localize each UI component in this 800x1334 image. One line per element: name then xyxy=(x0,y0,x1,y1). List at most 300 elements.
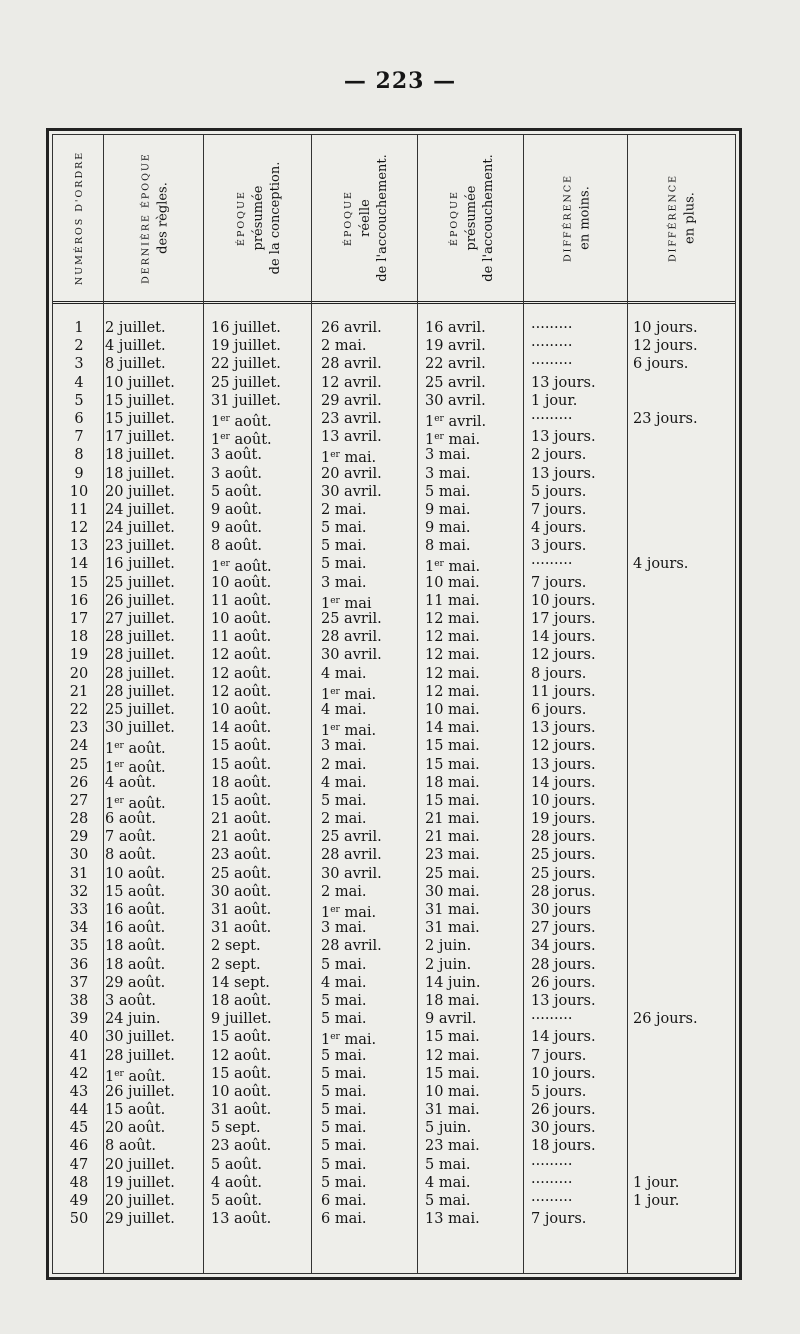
presumed-conception-date: 31 juillet. xyxy=(211,392,281,409)
difference-less: 10 jours. xyxy=(531,792,596,809)
table-row xyxy=(53,974,735,992)
presumed-delivery-date: 1er mai. xyxy=(425,432,481,449)
presumed-delivery-date: 25 mai. xyxy=(425,865,480,882)
actual-delivery-date: 2 mai. xyxy=(321,338,367,355)
table-row xyxy=(53,901,735,919)
presumed-conception-date: 5 août. xyxy=(211,1156,262,1173)
difference-less: 30 jours. xyxy=(531,1120,596,1137)
actual-delivery-date: 5 mai. xyxy=(321,1065,367,1082)
table-row xyxy=(53,756,735,774)
row-number: 47 xyxy=(69,1156,89,1173)
row-number: 39 xyxy=(69,1011,89,1028)
difference-less: 13 jours. xyxy=(531,374,596,391)
last-period-date: 15 août. xyxy=(105,1102,166,1119)
actual-delivery-date: 13 avril. xyxy=(321,429,382,446)
presumed-delivery-date: 3 mai. xyxy=(425,465,471,482)
presumed-conception-date: 4 août. xyxy=(211,1174,262,1191)
presumed-conception-date: 10 août. xyxy=(211,1083,272,1100)
presumed-conception-date: 13 août. xyxy=(211,1211,272,1228)
presumed-delivery-date: 12 mai. xyxy=(425,683,480,700)
difference-less: 6 jours. xyxy=(531,701,587,718)
difference-less: 7 jours. xyxy=(531,1211,587,1228)
row-number: 3 xyxy=(74,356,84,373)
presumed-delivery-date: 2 juin. xyxy=(425,938,472,955)
table-row xyxy=(53,828,735,846)
last-period-date: 1er août. xyxy=(105,741,166,758)
actual-delivery-date: 2 mai. xyxy=(321,811,367,828)
presumed-conception-date: 9 août. xyxy=(211,520,262,537)
difference-less: ········· xyxy=(531,1156,573,1173)
difference-less: ········· xyxy=(531,338,573,355)
difference-less: 13 jours. xyxy=(531,465,596,482)
table-row xyxy=(53,846,735,864)
presumed-conception-date: 15 août. xyxy=(211,756,272,773)
difference-less: 14 jours. xyxy=(531,774,596,791)
difference-less: 1 jour. xyxy=(531,392,578,409)
row-number: 11 xyxy=(69,501,89,518)
difference-less: 12 jours. xyxy=(531,738,596,755)
difference-less: 18 jours. xyxy=(531,1138,596,1155)
table-row xyxy=(53,1010,735,1028)
last-period-date: 30 juillet. xyxy=(105,720,175,737)
difference-less: 30 jours xyxy=(531,902,591,918)
table-header xyxy=(53,135,735,304)
difference-less: ········· xyxy=(531,1011,573,1028)
actual-delivery-date: 3 mai. xyxy=(321,738,367,755)
presumed-delivery-date: 25 avril. xyxy=(425,374,486,391)
table-row xyxy=(53,1065,735,1083)
column-header-title: DERNIÈRE ÉPOQUE xyxy=(140,152,152,284)
difference-less: 27 jours. xyxy=(531,920,596,937)
actual-delivery-date: 2 mai. xyxy=(321,883,367,900)
actual-delivery-date: 26 avril. xyxy=(321,320,382,336)
last-period-date: 25 juillet. xyxy=(105,701,175,718)
actual-delivery-date: 2 mai. xyxy=(321,501,367,518)
last-period-date: 15 juillet. xyxy=(105,392,175,409)
difference-less: 26 jours. xyxy=(531,1102,596,1119)
difference-less: 25 jours. xyxy=(531,847,596,864)
presumed-delivery-date: 12 mai. xyxy=(425,611,480,627)
presumed-delivery-date: 14 juin. xyxy=(425,974,481,991)
column-header xyxy=(311,135,417,301)
last-period-date: 29 août. xyxy=(105,974,166,991)
row-number: 22 xyxy=(69,701,89,718)
table-row xyxy=(53,810,735,828)
row-number: 33 xyxy=(69,902,89,918)
presumed-delivery-date: 22 avril. xyxy=(425,356,486,373)
presumed-delivery-date: 10 mai. xyxy=(425,574,480,591)
actual-delivery-date: 5 mai. xyxy=(321,992,367,1009)
actual-delivery-date: 20 avril. xyxy=(321,465,382,482)
row-number: 38 xyxy=(69,992,89,1009)
presumed-delivery-date: 10 mai. xyxy=(425,701,480,718)
actual-delivery-date: 6 mai. xyxy=(321,1211,367,1228)
table-row xyxy=(53,574,735,592)
row-number: 49 xyxy=(69,1193,89,1209)
row-number: 16 xyxy=(69,592,89,609)
presumed-delivery-date: 2 juin. xyxy=(425,956,472,973)
difference-less: 7 jours. xyxy=(531,501,587,518)
row-number: 4 xyxy=(74,374,84,391)
difference-less: ········· xyxy=(531,1174,573,1191)
table-row xyxy=(53,483,735,501)
table-row xyxy=(53,719,735,740)
presumed-delivery-date: 10 mai. xyxy=(425,1083,480,1100)
presumed-conception-date: 31 août. xyxy=(211,902,272,918)
column-header-title: ÉPOQUE xyxy=(449,190,460,246)
presumed-delivery-date: 14 mai. xyxy=(425,720,480,737)
presumed-delivery-date: 1er mai. xyxy=(425,559,481,576)
row-number: 21 xyxy=(69,683,89,700)
presumed-conception-date: 15 août. xyxy=(211,792,272,809)
difference-more: 26 jours. xyxy=(633,1011,698,1028)
last-period-date: 20 juillet. xyxy=(105,483,175,500)
table-row xyxy=(53,610,735,628)
presumed-delivery-date: 9 avril. xyxy=(425,1011,477,1028)
presumed-conception-date: 8 août. xyxy=(211,538,262,555)
actual-delivery-date: 4 mai. xyxy=(321,701,367,718)
presumed-conception-date: 25 août. xyxy=(211,865,272,882)
table-row xyxy=(53,774,735,792)
row-number: 20 xyxy=(69,665,89,682)
actual-delivery-date: 5 mai. xyxy=(321,556,367,573)
presumed-delivery-date: 12 mai. xyxy=(425,665,480,682)
last-period-date: 8 août. xyxy=(105,847,156,864)
table-row xyxy=(53,428,735,449)
column-header-title: NUMÉROS D'ORDRE xyxy=(74,150,85,286)
difference-more: 4 jours. xyxy=(633,556,689,573)
last-period-date: 25 juillet. xyxy=(105,574,175,591)
table-row xyxy=(53,319,735,337)
row-number: 46 xyxy=(69,1138,89,1155)
actual-delivery-date: 3 mai. xyxy=(321,574,367,591)
presumed-delivery-date: 30 avril. xyxy=(425,392,486,409)
presumed-delivery-date: 31 mai. xyxy=(425,902,480,918)
difference-more: 1 jour. xyxy=(633,1193,680,1209)
row-number: 34 xyxy=(69,920,89,937)
column-header-label xyxy=(557,174,594,262)
last-period-date: 30 juillet. xyxy=(105,1029,175,1046)
presumed-conception-date: 18 août. xyxy=(211,774,272,791)
column-header-title: ÉPOQUE xyxy=(236,190,247,246)
row-number: 32 xyxy=(69,883,89,900)
actual-delivery-date: 12 avril. xyxy=(321,374,382,391)
table-row xyxy=(53,501,735,519)
actual-delivery-date: 5 mai. xyxy=(321,1083,367,1100)
actual-delivery-date: 25 avril. xyxy=(321,829,382,846)
table-row xyxy=(53,555,735,576)
presumed-delivery-date: 19 avril. xyxy=(425,338,486,355)
actual-delivery-date: 6 mai. xyxy=(321,1193,367,1209)
presumed-conception-date: 15 août. xyxy=(211,1029,272,1046)
actual-delivery-date: 1er mai. xyxy=(321,723,377,740)
actual-delivery-date: 5 mai. xyxy=(321,792,367,809)
difference-less: 13 jours. xyxy=(531,429,596,446)
last-period-date: 20 juillet. xyxy=(105,1156,175,1173)
row-number: 8 xyxy=(74,447,84,464)
presumed-conception-date: 5 août. xyxy=(211,1193,262,1209)
actual-delivery-date: 5 mai. xyxy=(321,1011,367,1028)
last-period-date: 6 août. xyxy=(105,811,156,828)
table-row xyxy=(53,1047,735,1065)
presumed-delivery-date: 13 mai. xyxy=(425,1211,480,1228)
presumed-conception-date: 23 août. xyxy=(211,847,272,864)
presumed-delivery-date: 31 mai. xyxy=(425,1102,480,1119)
actual-delivery-date: 1er mai. xyxy=(321,905,377,921)
last-period-date: 16 août. xyxy=(105,902,166,918)
actual-delivery-date: 28 avril. xyxy=(321,938,382,955)
presumed-delivery-date: 4 mai. xyxy=(425,1174,471,1191)
presumed-delivery-date: 5 mai. xyxy=(425,483,471,500)
presumed-conception-date: 3 août. xyxy=(211,447,262,464)
presumed-conception-date: 12 août. xyxy=(211,683,272,700)
last-period-date: 24 juillet. xyxy=(105,520,175,537)
difference-less: 4 jours. xyxy=(531,520,587,537)
presumed-delivery-date: 31 mai. xyxy=(425,920,480,937)
row-number: 1 xyxy=(74,320,84,336)
row-number: 48 xyxy=(69,1174,89,1191)
difference-less: 26 jours. xyxy=(531,974,596,991)
table-row xyxy=(53,1101,735,1119)
row-number: 24 xyxy=(69,738,89,755)
table-row xyxy=(53,446,735,467)
row-number: 7 xyxy=(74,429,84,446)
last-period-date: 10 août. xyxy=(105,865,166,882)
difference-less: 28 jours. xyxy=(531,829,596,846)
column-header-label xyxy=(443,154,497,282)
difference-less: 14 jours. xyxy=(531,1029,596,1046)
table-row xyxy=(53,883,735,901)
table-row xyxy=(53,592,735,610)
difference-less: 13 jours. xyxy=(531,756,596,773)
table-row xyxy=(53,792,735,810)
presumed-delivery-date: 30 mai. xyxy=(425,883,480,900)
row-number: 10 xyxy=(69,483,89,500)
presumed-delivery-date: 1er avril. xyxy=(425,413,487,430)
column-header-subtitle: de l'accouchement. xyxy=(375,154,390,282)
row-number: 15 xyxy=(69,574,89,591)
presumed-delivery-date: 8 mai. xyxy=(425,538,471,555)
presumed-delivery-date: 5 mai. xyxy=(425,1193,471,1209)
last-period-date: 10 juillet. xyxy=(105,374,175,391)
presumed-conception-date: 15 août. xyxy=(211,1065,272,1082)
actual-delivery-date: 28 avril. xyxy=(321,356,382,373)
column-header-label xyxy=(662,174,699,262)
column-header xyxy=(203,135,311,301)
table-row xyxy=(53,465,735,483)
presumed-delivery-date: 18 mai. xyxy=(425,992,480,1009)
table-row xyxy=(53,956,735,974)
difference-less: 13 jours. xyxy=(531,720,596,737)
difference-less: 7 jours. xyxy=(531,1047,587,1064)
actual-delivery-date: 4 mai. xyxy=(321,665,367,682)
actual-delivery-date: 5 mai. xyxy=(321,1156,367,1173)
actual-delivery-date: 5 mai. xyxy=(321,538,367,555)
last-period-date: 24 juillet. xyxy=(105,501,175,518)
last-period-date: 18 août. xyxy=(105,938,166,955)
row-number: 41 xyxy=(69,1047,89,1064)
actual-delivery-date: 5 mai. xyxy=(321,1138,367,1155)
actual-delivery-date: 30 avril. xyxy=(321,647,382,664)
actual-delivery-date: 5 mai. xyxy=(321,520,367,537)
table-row xyxy=(53,701,735,719)
last-period-date: 3 août. xyxy=(105,992,156,1009)
presumed-conception-date: 23 août. xyxy=(211,1138,272,1155)
difference-less: 2 jours. xyxy=(531,447,587,464)
presumed-delivery-date: 18 mai. xyxy=(425,774,480,791)
table-row xyxy=(53,1156,735,1174)
difference-less: 5 jours. xyxy=(531,1083,587,1100)
table-body xyxy=(53,319,735,1228)
last-period-date: 8 juillet. xyxy=(105,356,166,373)
actual-delivery-date: 28 avril. xyxy=(321,629,382,646)
last-period-date: 19 juillet. xyxy=(105,1174,175,1191)
row-number: 40 xyxy=(69,1029,89,1046)
presumed-delivery-date: 5 juin. xyxy=(425,1120,472,1137)
presumed-conception-date: 10 août. xyxy=(211,611,272,627)
actual-delivery-date: 30 avril. xyxy=(321,865,382,882)
last-period-date: 20 juillet. xyxy=(105,1193,175,1209)
difference-less: 11 jours. xyxy=(531,683,596,700)
last-period-date: 1er août. xyxy=(105,795,166,812)
table-inner-border xyxy=(52,134,736,1274)
column-header-subtitle: présumée xyxy=(464,185,479,251)
difference-less: ········· xyxy=(531,356,573,373)
row-number: 25 xyxy=(69,756,89,773)
difference-more: 12 jours. xyxy=(633,338,698,355)
presumed-delivery-date: 5 mai. xyxy=(425,1156,471,1173)
presumed-conception-date: 25 juillet. xyxy=(211,374,281,391)
presumed-delivery-date: 15 mai. xyxy=(425,792,480,809)
table-row xyxy=(53,1174,735,1192)
table-row xyxy=(53,392,735,410)
column-header-title: ÉPOQUE xyxy=(343,190,354,246)
presumed-delivery-date: 9 mai. xyxy=(425,501,471,518)
column-header-label xyxy=(230,162,284,275)
difference-less: 17 jours. xyxy=(531,611,596,627)
presumed-delivery-date: 9 mai. xyxy=(425,520,471,537)
presumed-conception-date: 12 août. xyxy=(211,647,272,664)
row-number: 43 xyxy=(69,1083,89,1100)
difference-less: 8 jours. xyxy=(531,665,587,682)
table-row xyxy=(53,683,735,701)
last-period-date: 26 juillet. xyxy=(105,592,175,609)
last-period-date: 4 juillet. xyxy=(105,338,166,355)
last-period-date: 4 août. xyxy=(105,774,156,791)
last-period-date: 20 août. xyxy=(105,1120,166,1137)
row-number: 14 xyxy=(69,556,89,573)
difference-more: 6 jours. xyxy=(633,356,689,373)
presumed-delivery-date: 11 mai. xyxy=(425,592,480,609)
difference-less: 14 jours. xyxy=(531,629,596,646)
actual-delivery-date: 29 avril. xyxy=(321,392,382,409)
column-header-title: DIFFÉRENCE xyxy=(667,173,679,263)
table-row xyxy=(53,919,735,937)
last-period-date: 28 juillet. xyxy=(105,629,175,646)
table-row xyxy=(53,737,735,758)
table-row xyxy=(53,1210,735,1228)
presumed-conception-date: 16 juillet. xyxy=(211,320,281,336)
last-period-date: 15 août. xyxy=(105,883,166,900)
column-header-subtitle: en moins. xyxy=(577,186,593,250)
presumed-delivery-date: 15 mai. xyxy=(425,756,480,773)
actual-delivery-date: 5 mai. xyxy=(321,1047,367,1064)
presumed-conception-date: 1er août. xyxy=(211,432,272,449)
last-period-date: 7 août. xyxy=(105,829,156,846)
last-period-date: 1er août. xyxy=(105,759,166,776)
actual-delivery-date: 5 mai. xyxy=(321,1120,367,1137)
presumed-conception-date: 10 août. xyxy=(211,701,272,718)
presumed-conception-date: 30 août. xyxy=(211,883,272,900)
presumed-conception-date: 15 août. xyxy=(211,738,272,755)
difference-more: 23 jours. xyxy=(633,410,698,427)
table-row xyxy=(53,519,735,537)
presumed-conception-date: 11 août. xyxy=(211,629,272,646)
difference-less: 19 jours. xyxy=(531,811,596,828)
difference-less: ········· xyxy=(531,1193,573,1209)
row-number: 36 xyxy=(69,956,89,973)
row-number: 28 xyxy=(69,811,89,828)
last-period-date: 18 juillet. xyxy=(105,447,175,464)
row-number: 45 xyxy=(69,1120,89,1137)
page-number: — 223 — xyxy=(343,68,457,94)
last-period-date: 27 juillet. xyxy=(105,611,175,627)
table-row xyxy=(53,665,735,683)
row-number: 50 xyxy=(69,1211,89,1228)
row-number: 44 xyxy=(69,1102,89,1119)
row-number: 27 xyxy=(69,792,89,809)
presumed-conception-date: 10 août. xyxy=(211,574,272,591)
presumed-delivery-date: 16 avril. xyxy=(425,320,486,336)
difference-less: 12 jours. xyxy=(531,647,596,664)
actual-delivery-date: 1er mai xyxy=(321,595,372,612)
difference-less: 28 jorus. xyxy=(531,883,596,900)
actual-delivery-date: 30 avril. xyxy=(321,483,382,500)
presumed-conception-date: 12 août. xyxy=(211,1047,272,1064)
presumed-conception-date: 12 août. xyxy=(211,665,272,682)
actual-delivery-date: 25 avril. xyxy=(321,611,382,627)
row-number: 12 xyxy=(69,520,89,537)
actual-delivery-date: 23 avril. xyxy=(321,410,382,427)
actual-delivery-date: 1er mai. xyxy=(321,686,377,703)
last-period-date: 16 juillet. xyxy=(105,556,175,573)
difference-less: 10 jours. xyxy=(531,592,596,609)
difference-more: 1 jour. xyxy=(633,1174,680,1191)
last-period-date: 18 août. xyxy=(105,956,166,973)
presumed-conception-date: 19 juillet. xyxy=(211,338,281,355)
difference-less: 7 jours. xyxy=(531,574,587,591)
table-row xyxy=(53,337,735,355)
presumed-delivery-date: 21 mai. xyxy=(425,829,480,846)
table-row xyxy=(53,646,735,664)
row-number: 9 xyxy=(74,465,84,482)
row-number: 2 xyxy=(74,338,84,355)
last-period-date: 29 juillet. xyxy=(105,1211,175,1228)
presumed-conception-date: 1er août. xyxy=(211,413,272,430)
table-row xyxy=(53,1028,735,1049)
presumed-delivery-date: 23 mai. xyxy=(425,1138,480,1155)
column-header-label xyxy=(135,152,172,284)
row-number: 17 xyxy=(69,611,89,627)
actual-delivery-date: 5 mai. xyxy=(321,1174,367,1191)
presumed-conception-date: 14 sept. xyxy=(211,974,270,991)
presumed-conception-date: 11 août. xyxy=(211,592,272,609)
table-row xyxy=(53,1119,735,1137)
actual-delivery-date: 4 mai. xyxy=(321,774,367,791)
presumed-delivery-date: 15 mai. xyxy=(425,1065,480,1082)
presumed-delivery-date: 21 mai. xyxy=(425,811,480,828)
difference-less: 34 jours. xyxy=(531,938,596,955)
